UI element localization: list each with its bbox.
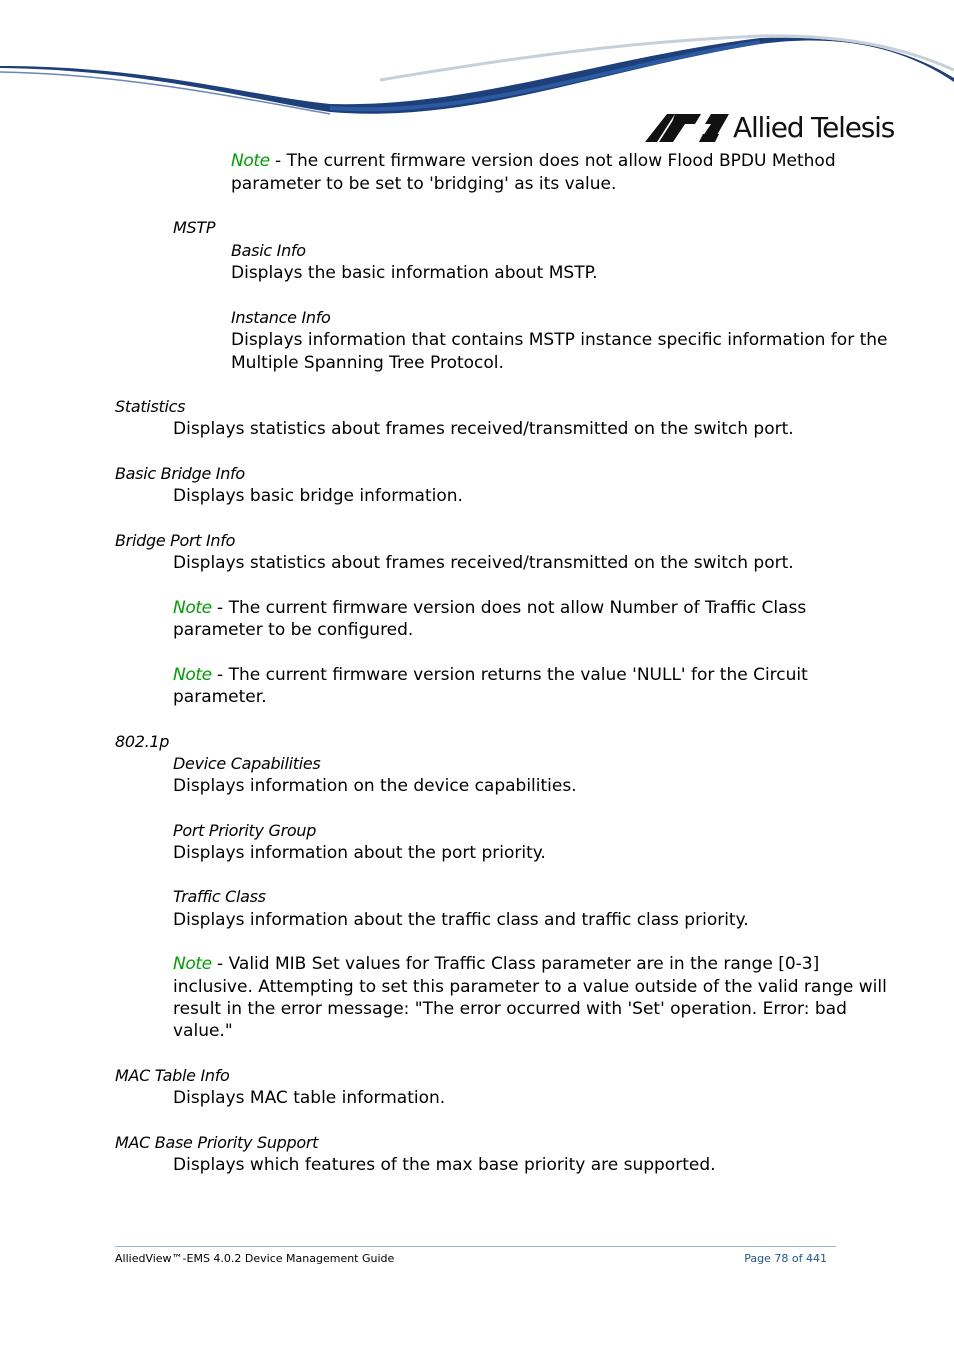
paragraph-line: Displays MAC table information. <box>173 1088 446 1108</box>
paragraph-line: value." <box>173 1021 233 1041</box>
paragraph-line: Displays the basic information about MSTP. <box>231 263 598 283</box>
note-mib-set-range <box>173 953 819 975</box>
section-heading-mac-base-priority-support: MAC Base Priority Support <box>115 1133 319 1152</box>
note-text: - The current firmware version does not allow Flood BPDU Method <box>269 151 836 171</box>
section-heading-mstp: MSTP <box>173 218 216 237</box>
paragraph-line: result in the error message: "The error occurred with 'Set' operation. Error: bad <box>173 999 847 1019</box>
note-label: Note <box>231 151 270 171</box>
note-text: - The current firmware version does not allow Number of Traffic Class <box>211 598 807 618</box>
paragraph-line: Displays statistics about frames received/transmitted on the switch port. <box>173 419 794 439</box>
note-text: - The current firmware version returns the value 'NULL' for the Circuit <box>211 665 808 685</box>
footer-page-number: Page 78 of 441 <box>744 1252 827 1265</box>
note-label: Note <box>173 598 212 618</box>
subsection-heading-device-capabilities: Device Capabilities <box>173 754 321 773</box>
allied-telesis-logo <box>645 110 905 146</box>
subsection-heading-traffic-class: Traffic Class <box>173 887 266 906</box>
paragraph-line: parameter. <box>173 687 267 707</box>
paragraph-line: Displays statistics about frames received/transmitted on the switch port. <box>173 553 794 573</box>
note-flood-bpdu <box>231 150 836 172</box>
note-text: - Valid MIB Set values for Traffic Class parameter are in the range [0-3] <box>211 954 820 974</box>
paragraph-line: parameter to be configured. <box>173 620 414 640</box>
subsection-heading-instance-info: Instance Info <box>231 308 331 327</box>
paragraph-line: Displays information about the port priority. <box>173 843 546 863</box>
subsection-heading-basic-info: Basic Info <box>231 241 306 260</box>
footer-divider <box>115 1246 836 1247</box>
logo-wordmark: Allied Telesis <box>733 111 895 144</box>
paragraph-line: Displays basic bridge information. <box>173 486 463 506</box>
section-heading-mac-table-info: MAC Table Info <box>115 1066 230 1085</box>
paragraph-line: parameter to be set to 'bridging' as its value. <box>231 174 617 194</box>
paragraph-line: inclusive. Attempting to set this parameter to a value outside of the valid range will <box>173 977 887 997</box>
section-heading-basic-bridge-info: Basic Bridge Info <box>115 464 245 483</box>
paragraph-line: Multiple Spanning Tree Protocol. <box>231 353 504 373</box>
note-traffic-class <box>173 597 806 619</box>
paragraph-line: Displays information on the device capabilities. <box>173 776 577 796</box>
paragraph-line: Displays information about the traffic class and traffic class priority. <box>173 910 749 930</box>
section-heading-bridge-port-info: Bridge Port Info <box>115 531 236 550</box>
section-heading-statistics: Statistics <box>115 397 186 416</box>
footer-document-title: AlliedView™-EMS 4.0.2 Device Management Guide <box>115 1252 395 1265</box>
paragraph-line: Displays which features of the max base priority are supported. <box>173 1155 716 1175</box>
note-label: Note <box>173 665 212 685</box>
subsection-heading-port-priority-group: Port Priority Group <box>173 821 317 840</box>
logo-mark-icon <box>645 114 729 142</box>
section-heading-802-1p: 802.1p <box>115 732 170 751</box>
note-circuit-null <box>173 664 808 686</box>
paragraph-line: Displays information that contains MSTP instance specific information for the <box>231 330 888 350</box>
note-label: Note <box>173 954 212 974</box>
